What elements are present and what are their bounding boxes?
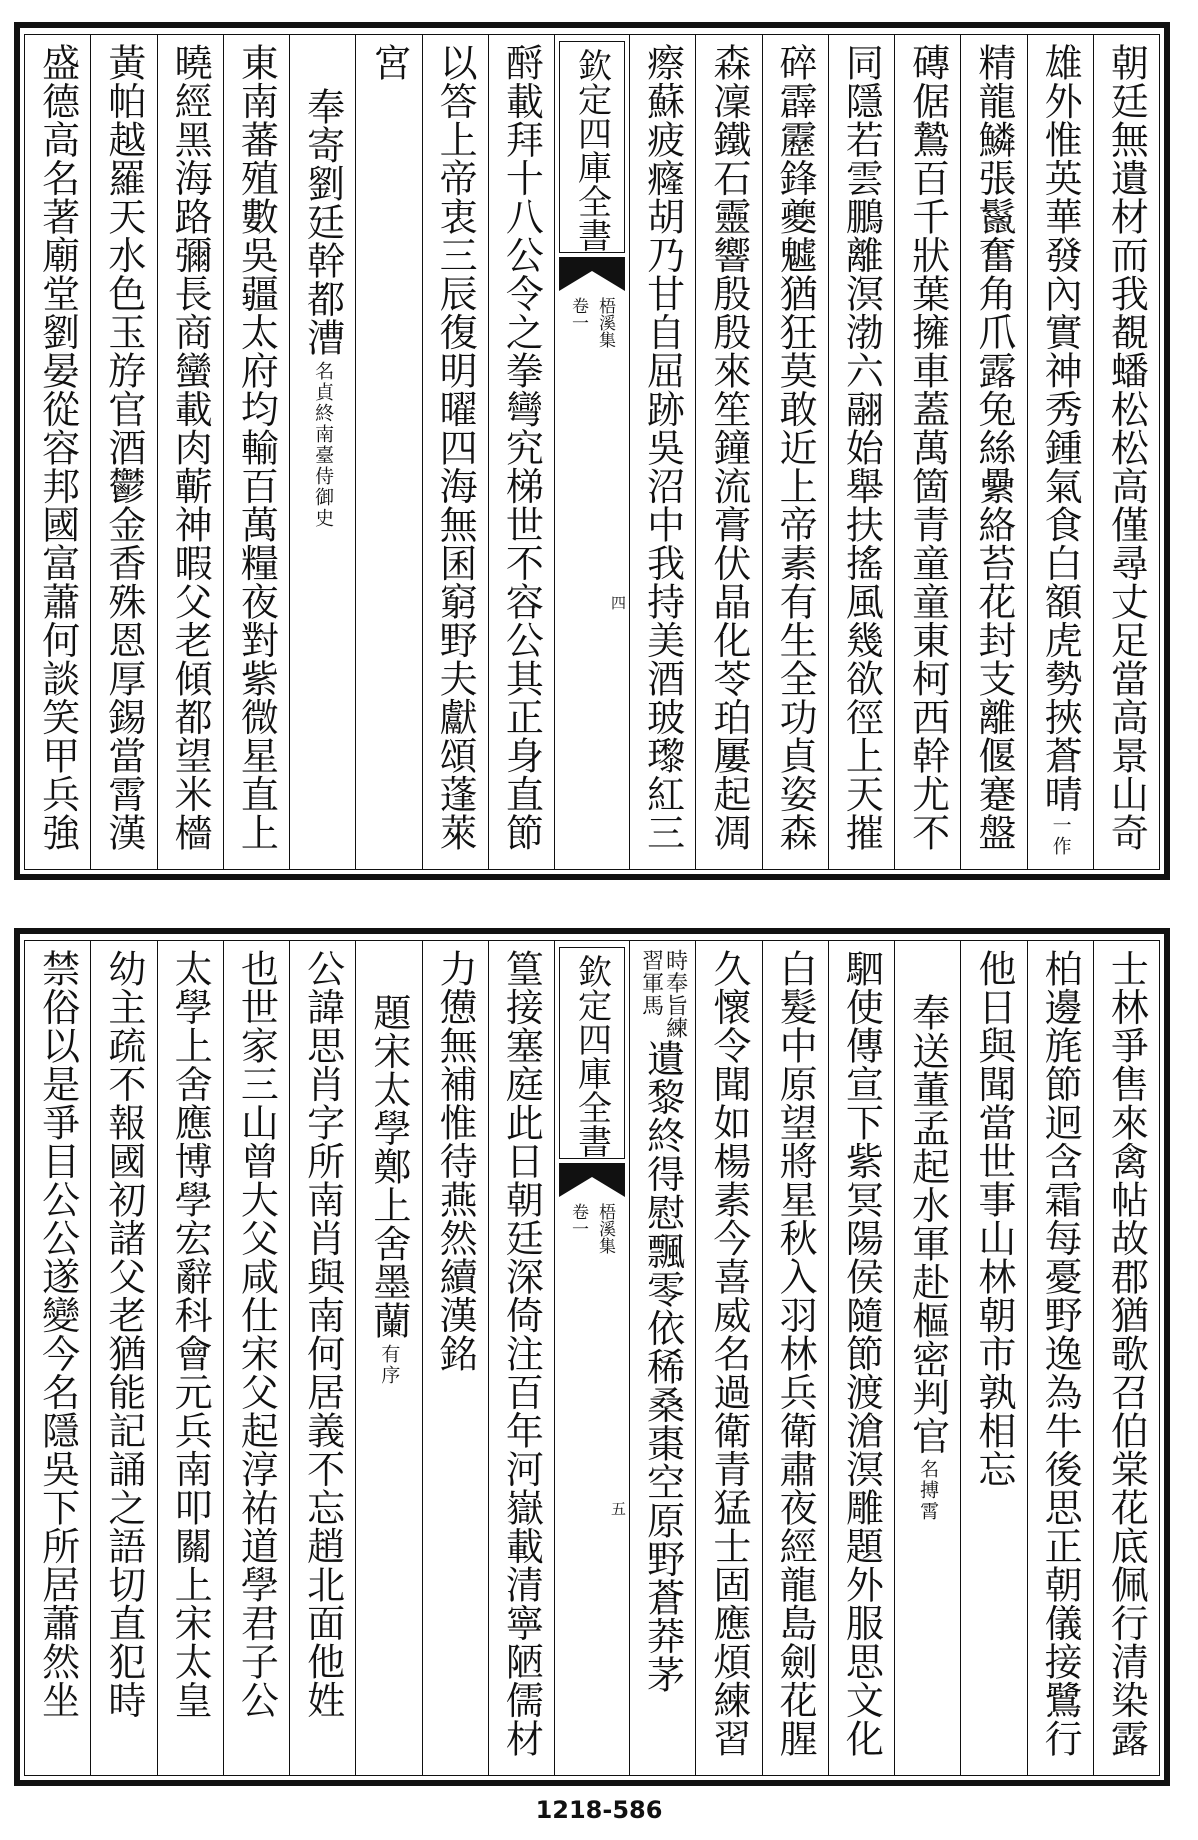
text-column: 力憊無補惟待燕然續漢銘 [422, 941, 488, 1775]
text-column: 東南蕃殖數吳疆太府均輸百萬糧夜對紫微星直上 [223, 35, 289, 869]
annotation-pair [640, 941, 686, 1039]
text-column: 也世家三山曾大父咸仕宋父起淳祐道學君子公 [223, 941, 289, 1775]
annotation: 一作 [1049, 815, 1072, 857]
annotation: 名貞終南臺侍御史 [312, 360, 335, 529]
text-column: 他日與聞當世事山林朝市孰相忘 [960, 941, 1026, 1775]
center-fold [554, 35, 629, 869]
annotation: 時奉旨練 [662, 949, 688, 1039]
fishtail-mark-icon [555, 257, 629, 291]
text-column: 士林爭售來禽帖故郡猶歌召伯棠花底佩行清染露 [1093, 941, 1159, 1775]
text-column: 禁俗以是爭目公公遂變今名隱吳下所居蕭然坐 [35, 949, 80, 1719]
top-page-columns [24, 34, 1160, 870]
text-column: 白髮中原望將星秋入羽林兵衛肅夜經龍島劍花腥 [762, 941, 828, 1775]
top-page [14, 22, 1170, 880]
text-column: 森凜鐵石靈響殷殷來笙鐘流膏伏晶化苓珀屢起凋 [695, 35, 761, 869]
text-column: 碎霹靂鋒夔魖猶狂莫敢近上帝素有生全功貞姿森 [762, 35, 828, 869]
poem-title-column [355, 941, 421, 1775]
text-column: 篁接塞庭此日朝廷深倚注百年河嶽載清寧陋儒材 [488, 941, 554, 1775]
text-column: 精龍鱗張鬣奮角爪露兔絲纍絡苔花封支離偃蹇盤 [960, 35, 1026, 869]
bottom-page-columns [24, 940, 1160, 1776]
text-column: 雄外惟英華發內實神秀鍾氣食白額虎勢挾蒼晴 一作 [1027, 35, 1093, 869]
poem-title: 題宋太學鄭上舍墨蘭 [366, 993, 411, 1340]
text-column: 久懷令聞如楊素今喜威名過衛青猛士固應煩練習 [695, 941, 761, 1775]
fold-meta: 梧溪集 卷一 [568, 1203, 615, 1254]
page-number: 五 [609, 1501, 627, 1516]
book-title-box: 欽定四庫全書 [559, 41, 625, 253]
annotation: 有序 [378, 1343, 401, 1386]
fishtail-mark-icon [555, 1163, 629, 1197]
poem-title-column [894, 941, 960, 1775]
annotation: 習軍馬 [638, 949, 664, 1017]
text-column: 柏邊旄節迥含霜每憂野逸為牛後思正朝儀接鷺行 [1027, 941, 1093, 1775]
text-column: 黃帕越羅天水色玉斿官酒鬱金香殊恩厚錫當霄漢 [90, 35, 156, 869]
text-column: 公諱思肖字所南肖與南何居義不忘趙北面他姓 [289, 941, 355, 1775]
poem-title-column [289, 35, 355, 869]
text-column: 太學上舍應博學宏辭科會元兵南叩關上宋太皇 [157, 941, 223, 1775]
bottom-page [14, 928, 1170, 1786]
poem-title: 奉寄劉廷幹都漕 [300, 87, 345, 357]
text-column: 朝廷無遺材而我覩蟠松松高僅尋丈足當高景山奇 [1093, 35, 1159, 869]
page-number: 四 [609, 595, 627, 610]
text-column: 駟使傳宣下紫冥陽侯隨節渡滄溟雕題外服思文化 [828, 941, 894, 1775]
fold-meta: 梧溪集 卷一 [568, 297, 615, 348]
text-column: 曉經黑海路彌長商蠻載肉蘄神暇父老傾都望米檣 [157, 35, 223, 869]
text-column: 瘵蘇疲癃胡乃甘自屈跡吳沼中我持美酒玻瓈紅三 [629, 35, 695, 869]
text-column: 酹載拜十八公令之拳彎究梯世不容公其正身直節 [488, 35, 554, 869]
text-column: 幼主疏不報國初諸父老猶能記誦之語切直犯時 [90, 941, 156, 1775]
page-footer-code: 1218-586 [535, 1796, 663, 1824]
poem-title: 奉送董孟起水軍赴樞密判官 [905, 993, 950, 1455]
center-fold [554, 941, 629, 1775]
annotation: 名搏霄 [917, 1459, 940, 1522]
book-title-box: 欽定四庫全書 [559, 947, 625, 1159]
text-column: 以答上帝衷三辰復明曜四海無囷窮野夫獻頌蓬萊 [422, 35, 488, 869]
text-column: 宮 [355, 35, 421, 869]
text-column: 時奉旨練 習軍馬 遺黎終得慰飄零依稀桑棗空原野蒼莽茅 [629, 941, 695, 1775]
text-column: 同隱若雲鵬離溟渤六翮始舉扶搖風幾欲徑上天摧 [828, 35, 894, 869]
text-column: 盛德高名著廟堂劉晏從容邦國富蕭何談笑甲兵強 [35, 43, 80, 852]
text-column: 磚倨鷙百千狀葉擁車蓋萬箇青童童東柯西幹尤不 [894, 35, 960, 869]
